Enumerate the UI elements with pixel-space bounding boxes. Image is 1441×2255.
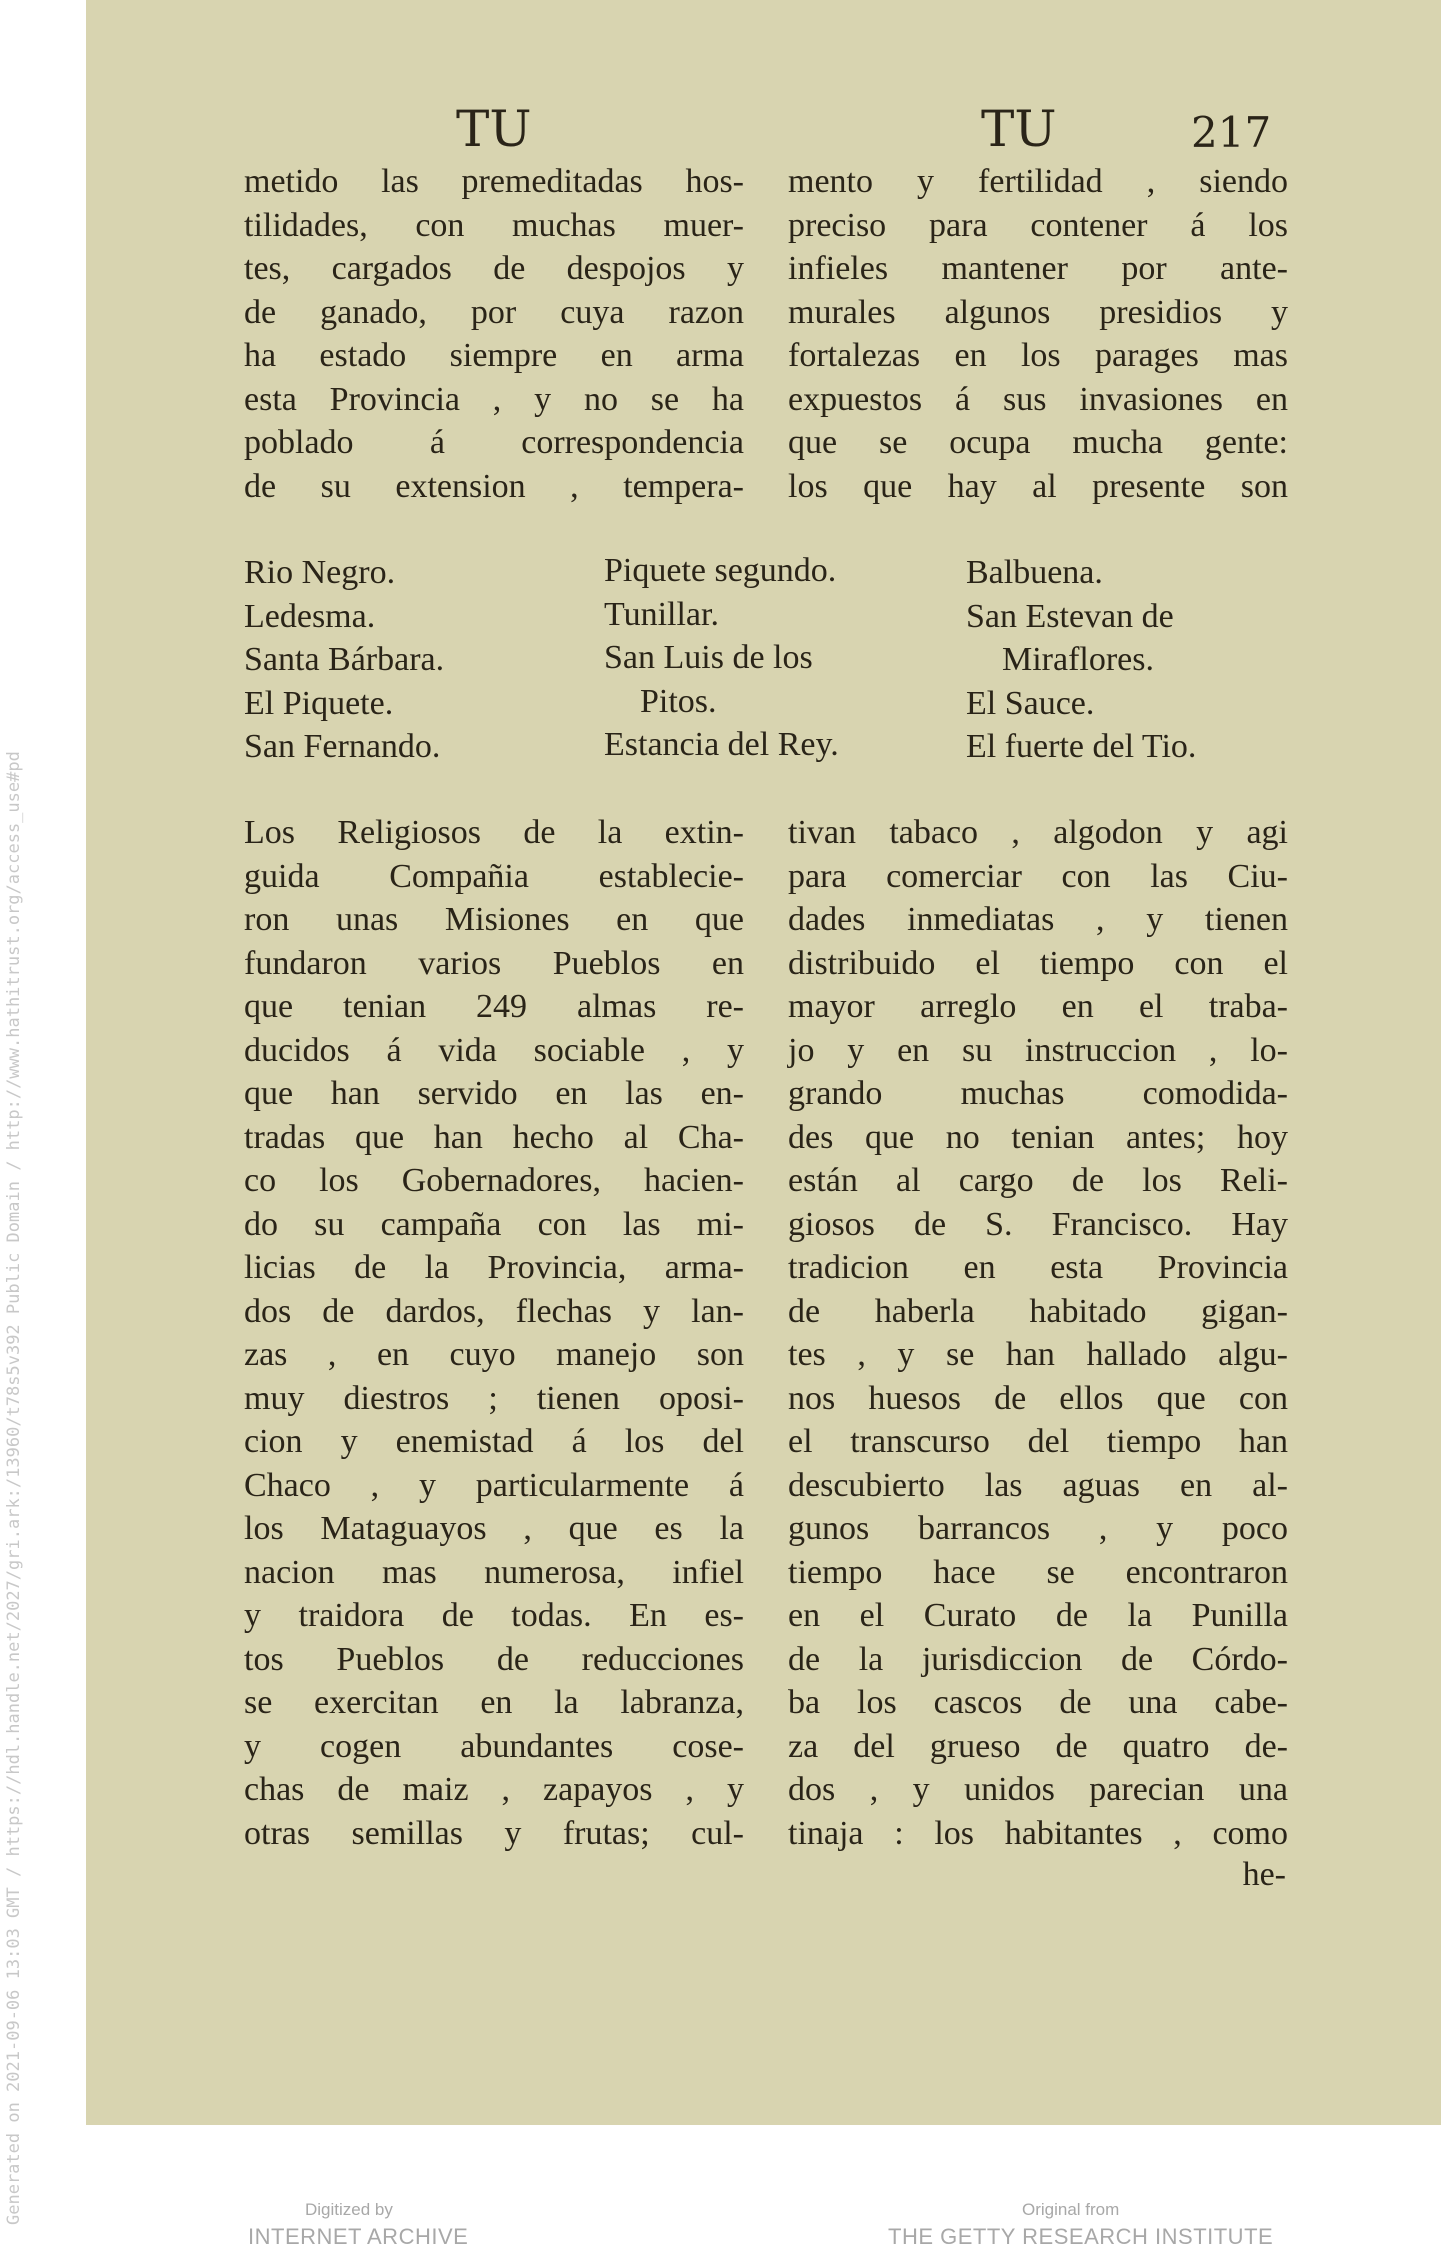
text-line: en el Curato de la Punilla — [788, 1597, 1288, 1634]
place-name: San Luis de los — [604, 639, 813, 676]
text-line: dos de dardos, flechas y lan- — [244, 1292, 744, 1330]
page-number: 217 — [1191, 108, 1272, 157]
text-line: tiempo hace se encontraron — [788, 1553, 1288, 1591]
text-line: tinaja : los habitantes , como — [788, 1814, 1288, 1852]
text-line: preciso para contener á los — [788, 206, 1288, 244]
text-line: muy diestros ; tienen oposi- — [244, 1379, 744, 1417]
text-line: zas , en cuyo manejo son — [244, 1336, 744, 1373]
text-line: jo y en su instruccion , lo- — [788, 1031, 1288, 1069]
text-line: Chaco , y particularmente á — [244, 1466, 744, 1504]
place-name: Tunillar. — [604, 595, 719, 633]
text-line: grando muchas comodida- — [788, 1075, 1288, 1112]
text-line: poblado á correspondencia — [244, 424, 744, 461]
text-line: y cogen abundantes cose- — [244, 1727, 744, 1765]
text-line: ba los cascos de una cabe- — [788, 1684, 1288, 1721]
places-column-2 — [604, 549, 839, 767]
text-line: dades inmediatas , y tienen — [788, 901, 1288, 938]
text-line: para comerciar con las Ciu- — [788, 857, 1288, 895]
text-line: do su campaña con las mi- — [244, 1205, 744, 1243]
text-line: de su extension , tempera- — [244, 467, 744, 505]
text-line: otras semillas y frutas; cul- — [244, 1814, 744, 1852]
text-line: tilidades, con muchas muer- — [244, 206, 744, 244]
places-column-3 — [966, 551, 1196, 769]
text-line: mayor arreglo en el traba- — [788, 988, 1288, 1025]
text-line: ron unas Misiones en que — [244, 901, 744, 938]
place-name: San Estevan de — [966, 597, 1174, 635]
text-line: nos huesos de ellos que con — [788, 1379, 1288, 1417]
left-margin — [0, 0, 86, 2255]
top-paragraph-right-column — [788, 160, 1288, 508]
text-line: distribuido el tiempo con el — [788, 944, 1288, 982]
hathitrust-generation-note: Generated on 2021-09-06 13:03 GMT / https://hdl.handle.net/2027/gri.ark:/13960/t78s5v392 Public Domain / http://www.hathitrust.org/access_use#pd — [4, 751, 24, 2225]
place-name: El Sauce. — [966, 684, 1095, 722]
place-name: Balbuena. — [966, 554, 1103, 591]
text-line: esta Provincia , y no se ha — [244, 380, 744, 418]
text-line: murales algunos presidios y — [788, 293, 1288, 331]
text-line: gunos barrancos , y poco — [788, 1510, 1288, 1547]
text-line: tivan tabaco , algodon y agi — [788, 814, 1288, 851]
place-name: Santa Bárbara. — [244, 641, 445, 678]
text-line: tes , y se han hallado algu- — [788, 1336, 1288, 1373]
place-name: Rio Negro. — [244, 554, 396, 591]
text-line: cion y enemistad á los del — [244, 1423, 744, 1460]
place-name: Miraflores. — [1002, 641, 1155, 678]
text-line: chas de maiz , zapayos , y — [244, 1771, 744, 1808]
text-line: expuestos á sus invasiones en — [788, 380, 1288, 418]
text-line: de haberla habitado gigan- — [788, 1292, 1288, 1330]
text-line: metido las premeditadas hos- — [244, 163, 744, 200]
text-line: ha estado siempre en arma — [244, 337, 744, 374]
text-line: están al cargo de los Reli- — [788, 1162, 1288, 1199]
text-line: tradas que han hecho al Cha- — [244, 1118, 744, 1156]
text-line: descubierto las aguas en al- — [788, 1466, 1288, 1504]
text-line: mento y fertilidad , siendo — [788, 163, 1288, 200]
text-line: nacion mas numerosa, infiel — [244, 1553, 744, 1591]
catchword: he- — [1242, 1856, 1286, 1893]
text-line: tos Pueblos de reducciones — [244, 1640, 744, 1678]
text-line: dos , y unidos parecian una — [788, 1771, 1288, 1808]
place-name: Pitos. — [640, 682, 717, 720]
text-line: co los Gobernadores, hacien- — [244, 1162, 744, 1199]
text-line: los que hay al presente son — [788, 467, 1288, 505]
text-line: infieles mantener por ante- — [788, 250, 1288, 287]
text-line: el transcurso del tiempo han — [788, 1423, 1288, 1460]
main-paragraph-right-column — [788, 811, 1288, 1855]
running-head-right: TU — [981, 100, 1057, 158]
text-line: se exercitan en la labranza, — [244, 1684, 744, 1721]
place-name: Piquete segundo. — [604, 552, 837, 589]
running-head-left: TU — [456, 100, 532, 158]
getty-research-institute-label: THE GETTY RESEARCH INSTITUTE — [888, 2224, 1274, 2249]
text-line: que se ocupa mucha gente: — [788, 424, 1288, 461]
place-name: Estancia del Rey. — [604, 726, 839, 763]
text-line: de la jurisdiccion de Córdo- — [788, 1640, 1288, 1678]
text-line: fortalezas en los parages mas — [788, 337, 1288, 374]
text-line: tes, cargados de despojos y — [244, 250, 744, 287]
text-line: guida Compañia establecie- — [244, 857, 744, 895]
place-name: Ledesma. — [244, 597, 376, 635]
text-line: que han servido en las en- — [244, 1075, 744, 1112]
text-line: ducidos á vida sociable , y — [244, 1031, 744, 1069]
text-line: fundaron varios Pueblos en — [244, 944, 744, 982]
top-paragraph-left-column — [244, 160, 744, 508]
place-name: El fuerte del Tio. — [966, 728, 1197, 765]
text-line: giosos de S. Francisco. Hay — [788, 1205, 1288, 1243]
original-from-label: Original from — [1022, 2200, 1120, 2219]
internet-archive-label: INTERNET ARCHIVE — [248, 2224, 469, 2249]
text-line: des que no tenian antes; hoy — [788, 1118, 1288, 1156]
main-paragraph-left-column — [244, 811, 744, 1855]
place-name: San Fernando. — [244, 728, 441, 765]
text-line: que tenian 249 almas re- — [244, 988, 744, 1025]
place-name: El Piquete. — [244, 684, 394, 722]
text-line: y traidora de todas. En es- — [244, 1597, 744, 1634]
text-line: de ganado, por cuya razon — [244, 293, 744, 331]
scanned-page — [86, 0, 1441, 2125]
text-line: tradicion en esta Provincia — [788, 1249, 1288, 1286]
text-line: Los Religiosos de la extin- — [244, 814, 744, 851]
text-line: licias de la Provincia, arma- — [244, 1249, 744, 1286]
places-column-1 — [244, 551, 444, 769]
digitized-by-label: Digitized by — [305, 2200, 393, 2219]
text-line: za del grueso de quatro de- — [788, 1727, 1288, 1765]
text-line: los Mataguayos , que es la — [244, 1510, 744, 1547]
